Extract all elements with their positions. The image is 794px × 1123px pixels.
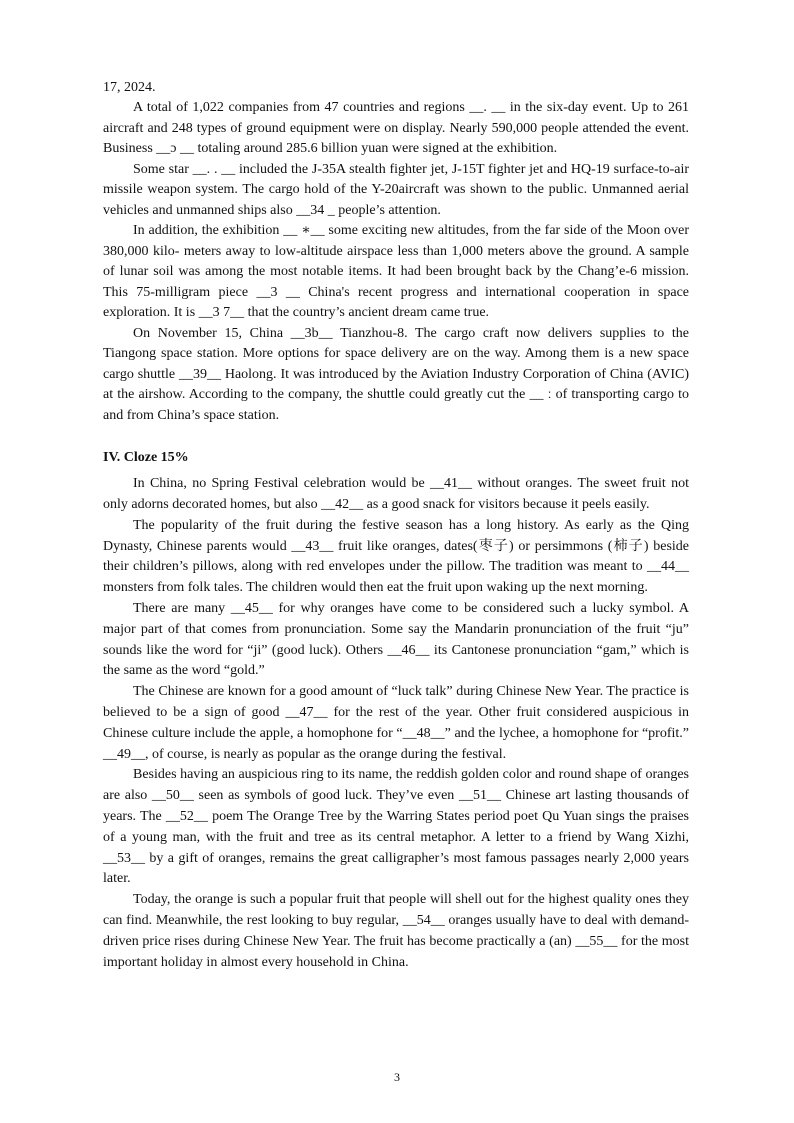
cloze-paragraph-5: Besides having an auspicious ring to its name, the reddish golden color and round shape of oranges are also __50__ seen as symbols of good luck. They’ve even __51__ Chinese art lasting thousands of years. The __52__ poem The Orange Tree by the Warring States period poet Qu Yuan sings the praises of a young man, with the fruit and tree as its central metaphor. A letter to a friend by Wang Xizhi, __53__ by a gift of oranges, remains the great calligrapher’s most famous passages nearly 2,000 years later. bbox=[103, 767, 689, 887]
passage-paragraph-1: A total of 1,022 companies from 47 countries and regions __. __ in the six-day event. Up to 261 aircraft and 248 types of ground equipment were on display. Nearly 590,000 people attended the event. Business __ɔ __ totaling around 285.6 billion yuan were signed at the exhibition. bbox=[103, 100, 689, 157]
cloze-paragraph-6: Today, the orange is such a popular fruit that people will shell out for the highest quality ones they can find. Meanwhile, the rest looking to buy regular, __54__ oranges usually have to deal with demand-driven price rises during Chinese New Year. The fruit has become practically a (an) __55__ for the most important holiday in almost every household in China. bbox=[103, 892, 689, 970]
cloze-paragraph-3: There are many __45__ for why oranges have come to be considered such a lucky symbol. A major part of that comes from pronunciation. Some say the Mandarin pronunciation of the fruit “ju” sounds like the word for “ji” (good luck). Others __46__ its Cantonese pronunciation “gam,” which is the same as the word “gold.” bbox=[103, 601, 689, 679]
cloze-paragraph-4: The Chinese are known for a good amount of “luck talk” during Chinese New Year. The practice is believed to be a sign of good __47__ for the rest of the year. Other fruit considered auspicious in Chinese culture include the apple, a homophone for “__48__” and the lychee, a homophone for “profit.” __49__, of course, is nearly as popular as the orange during the festival. bbox=[103, 684, 689, 762]
section-heading: IV. Cloze 15% bbox=[103, 450, 189, 466]
cloze-paragraph-2: The popularity of the fruit during the festive season has a long history. As early as the Qing Dynasty, Chinese parents would __43__ fruit like oranges, dates(枣子) or persimmons (柿子) beside their children’s pillows, along with red envelopes under the pillow. The tradition was meant to __44__ monsters from folk tales. The children would then eat the fruit upon waking up the next morning. bbox=[103, 517, 689, 596]
cloze-section bbox=[103, 448, 689, 973]
cloze-paragraph-1: In China, no Spring Festival celebration would be __41__ without oranges. The sweet fruit not only adorns decorated homes, but also __42__ as a good snack for visitors because it peels easily. bbox=[103, 476, 689, 513]
passage-paragraph-4: On November 15, China __3b__ Tianzhou-8. The cargo craft now delivers supplies to the Tiangong space station. More options for space delivery are on the way. Among them is a new space cargo shuttle __39__ Haolong. It was introduced by the Aviation Industry Corporation of China (AVIC) at the airshow. According to the company, the shuttle could greatly cut the __ ː of transporting cargo to and from China’s space station. bbox=[103, 325, 689, 423]
passage-paragraph-3: In addition, the exhibition __ ∗__ some exciting new altitudes, from the far side of the Moon over 380,000 kilo- meters away to low-altitude airspace less than 1,000 meters above the ground. A sample of lunar soil was among the most notable items. It had been brought back by the Chang’e-6 mission. This 75-milligram piece __3 __ China's recent progress and international cooperation in space exploration. It is __3 7__ that the country’s ancient dream came true. bbox=[103, 223, 689, 321]
page-number: 3 bbox=[394, 1070, 400, 1084]
document-page bbox=[103, 78, 689, 973]
date-line: 17, 2024. bbox=[103, 80, 156, 95]
passage-paragraph-2: Some star __. . __ included the J-35A stealth fighter jet, J-15T fighter jet and HQ-19 surface-to-air missile weapon system. The cargo hold of the Y-20aircraft was shown to the public. Unmanned aerial vehicles and unmanned ships also __34 _ people’s attention. bbox=[103, 161, 689, 218]
